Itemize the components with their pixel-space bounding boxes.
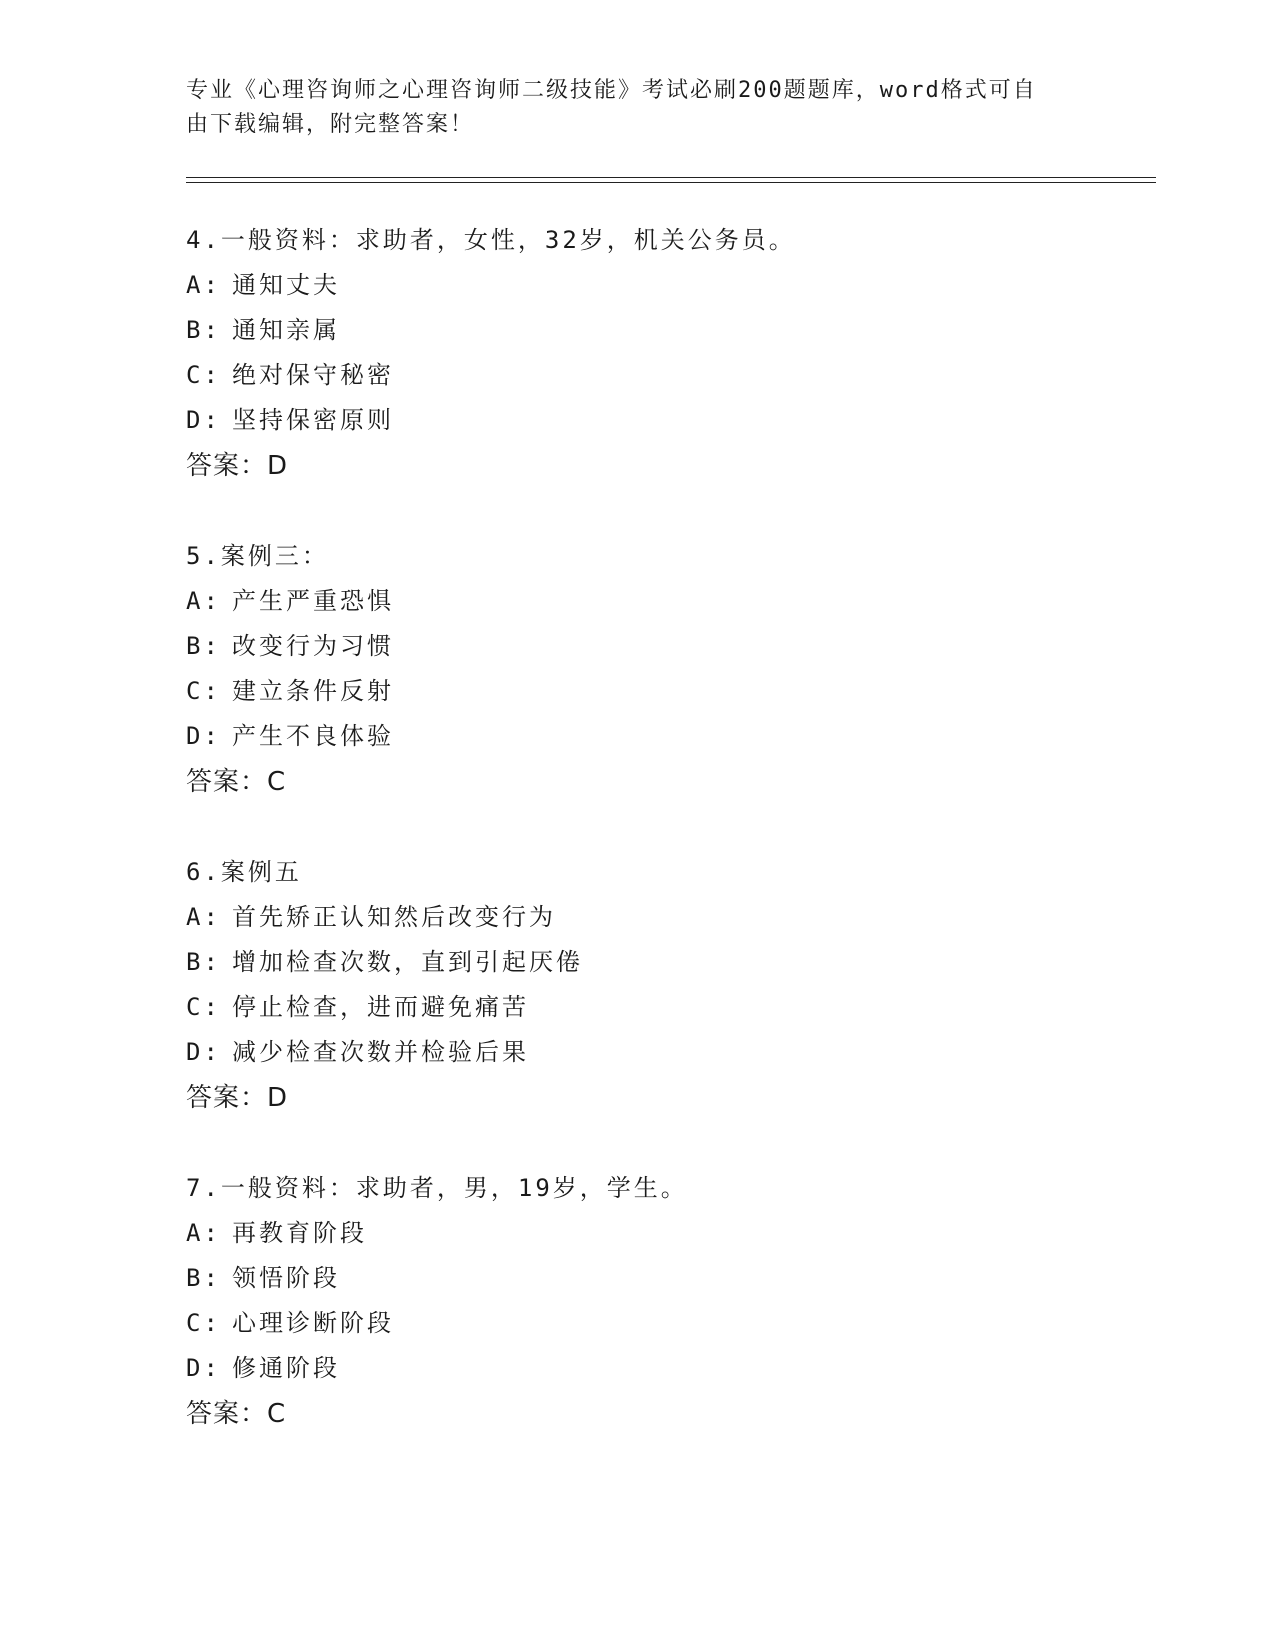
option-text: 通知亲属	[232, 316, 340, 344]
option-a	[186, 579, 394, 624]
option-text: 通知丈夫	[232, 271, 340, 299]
option-text: 增加检查次数，直到引起厌倦	[232, 948, 583, 976]
option-c	[186, 669, 394, 714]
option-b	[186, 940, 583, 985]
option-text: 改变行为习惯	[232, 632, 394, 660]
option-letter: B:	[186, 316, 221, 344]
header-line-2: 由下载编辑，附完整答案！	[186, 112, 475, 137]
option-b	[186, 308, 796, 353]
question-block	[186, 218, 796, 489]
option-letter: B:	[186, 948, 221, 976]
option-text: 修通阶段	[232, 1354, 340, 1382]
question-title: 7.一般资料：求助者，男，19岁，学生。	[186, 1174, 688, 1202]
document-header	[186, 74, 1066, 142]
option-text: 首先矫正认知然后改变行为	[232, 903, 556, 931]
option-text: 产生不良体验	[232, 722, 394, 750]
option-c	[186, 985, 583, 1030]
answer-line: 答案：D	[186, 1083, 289, 1113]
option-d	[186, 714, 394, 759]
option-letter: A:	[186, 903, 221, 931]
option-b	[186, 1256, 688, 1301]
option-letter: D:	[186, 1354, 221, 1382]
option-text: 心理诊断阶段	[232, 1309, 394, 1337]
option-letter: B:	[186, 632, 221, 660]
option-letter: B:	[186, 1264, 221, 1292]
answer-line: 答案：C	[186, 1399, 287, 1429]
answer-line: 答案：C	[186, 767, 287, 797]
option-letter: A:	[186, 587, 221, 615]
option-text: 停止检查，进而避免痛苦	[232, 993, 529, 1021]
option-letter: D:	[186, 722, 221, 750]
question-block	[186, 534, 394, 805]
option-letter: A:	[186, 271, 221, 299]
option-letter: D:	[186, 406, 221, 434]
answer-line: 答案：D	[186, 451, 289, 481]
option-text: 坚持保密原则	[232, 406, 394, 434]
option-text: 产生严重恐惧	[232, 587, 394, 615]
option-text: 绝对保守秘密	[232, 361, 394, 389]
question-title: 5.案例三：	[186, 542, 329, 570]
option-d	[186, 1346, 688, 1391]
question-block	[186, 1166, 688, 1437]
option-text: 再教育阶段	[232, 1219, 367, 1247]
header-divider-top	[186, 177, 1156, 178]
option-text: 建立条件反射	[232, 677, 394, 705]
option-a	[186, 895, 583, 940]
option-letter: D:	[186, 1038, 221, 1066]
option-d	[186, 398, 796, 443]
question-title: 6.案例五	[186, 858, 302, 886]
option-a	[186, 1211, 688, 1256]
option-d	[186, 1030, 583, 1075]
option-letter: C:	[186, 361, 221, 389]
header-line-1: 专业《心理咨询师之心理咨询师二级技能》考试必刷200题题库，word格式可自	[186, 78, 1037, 103]
option-letter: C:	[186, 1309, 221, 1337]
option-b	[186, 624, 394, 669]
option-text: 减少检查次数并检验后果	[232, 1038, 529, 1066]
option-c	[186, 1301, 688, 1346]
option-text: 领悟阶段	[232, 1264, 340, 1292]
question-title: 4.一般资料：求助者，女性，32岁，机关公务员。	[186, 226, 796, 254]
option-c	[186, 353, 796, 398]
option-letter: A:	[186, 1219, 221, 1247]
header-divider-bottom	[186, 182, 1156, 183]
option-letter: C:	[186, 993, 221, 1021]
option-letter: C:	[186, 677, 221, 705]
option-a	[186, 263, 796, 308]
question-block	[186, 850, 583, 1121]
